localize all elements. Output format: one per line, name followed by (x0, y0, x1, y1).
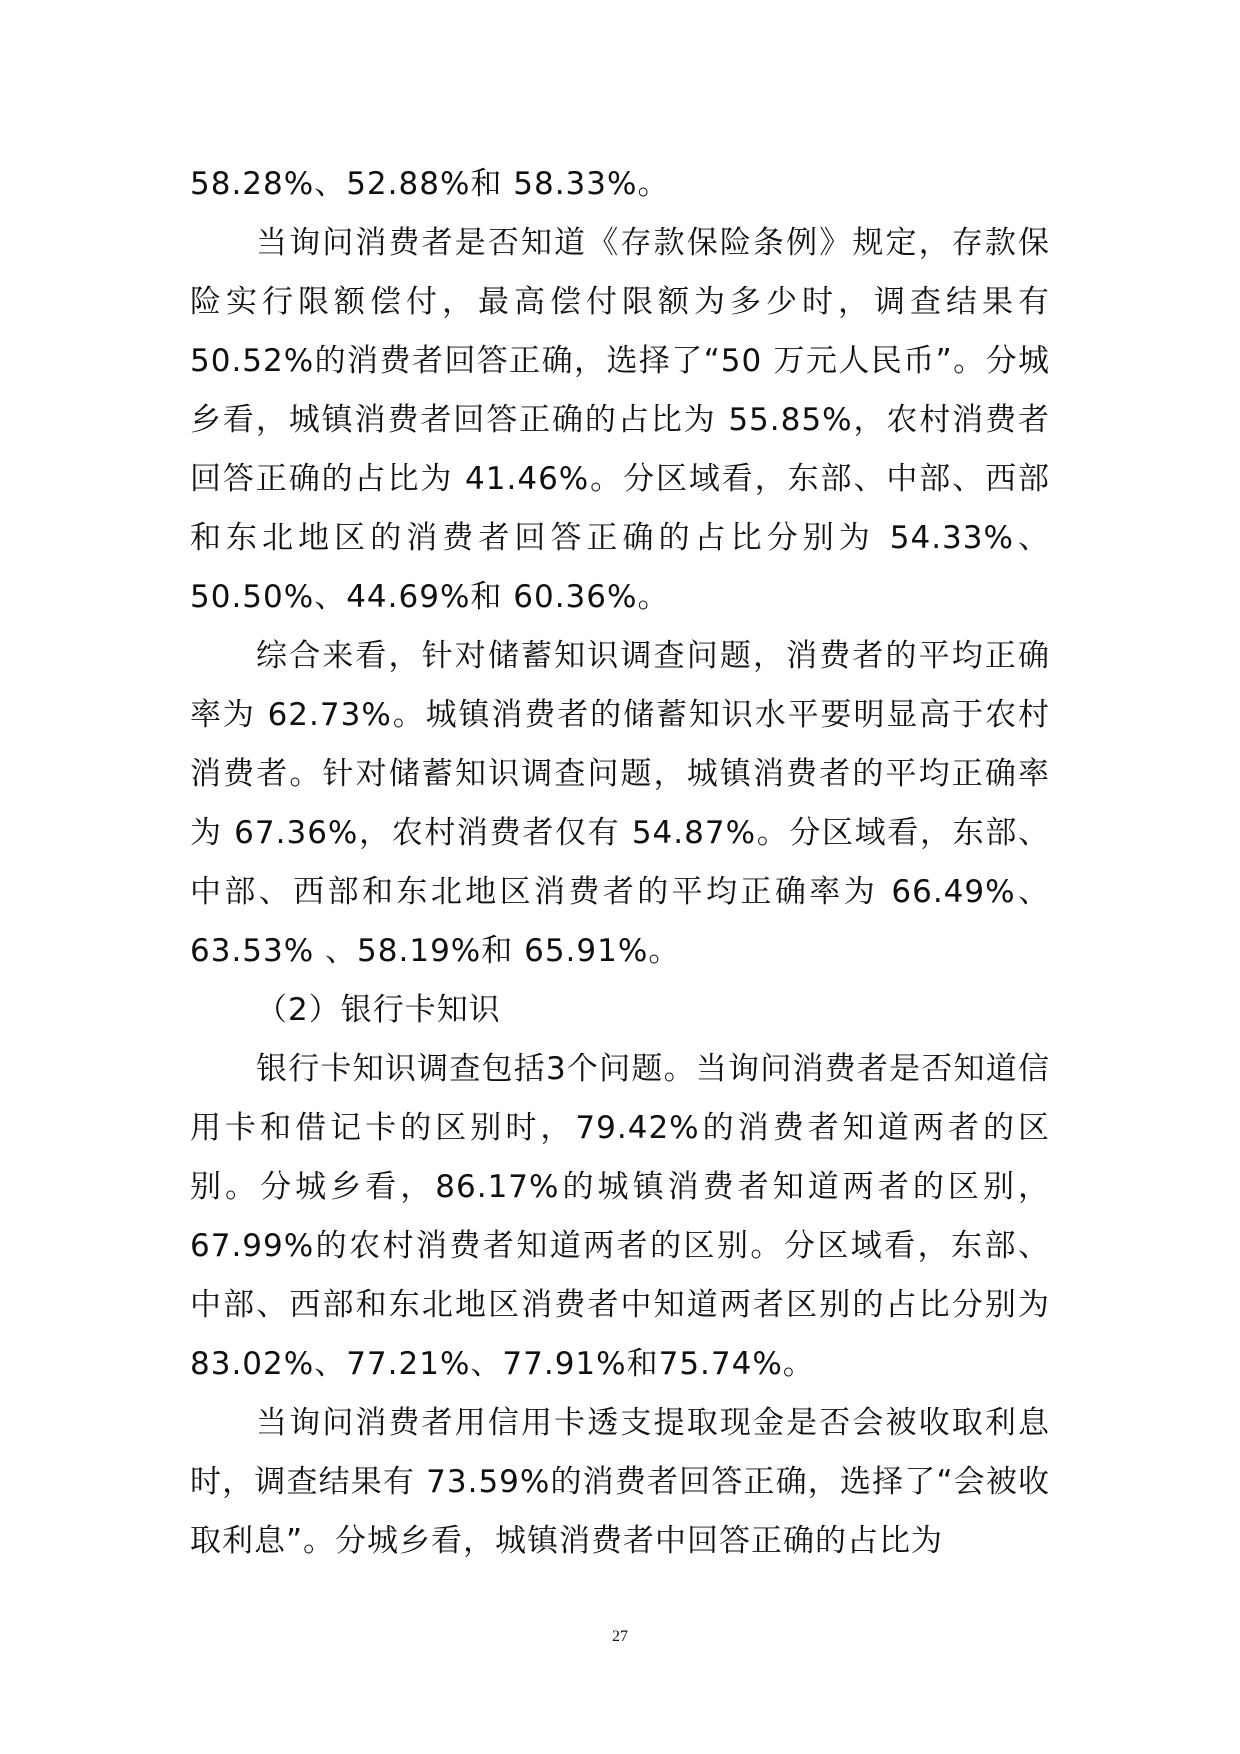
page-number: 27 (612, 1628, 628, 1645)
paragraph-bank-card-knowledge: 银行卡知识调查包括3个问题。当询问消费者是否知道信用卡和借记卡的区别时，79.42%的消费者知道两者的区别。分城乡看，86.17%的城镇消费者知道两者的区别，67.99%的农村消费者知道两者的区别。分区域看，东部、中部、西部和东北地区消费者中知道两者区别的占比分别为83.02%、77.21%、77.91%和75.74%。 (190, 1051, 1050, 1382)
paragraph-continuation: 58.28%、52.88%和 58.33%。 (190, 166, 670, 202)
paragraph-deposit-insurance: 当询问消费者是否知道《存款保险条例》规定，存款保险实行限额偿付，最高偿付限额为多少时，调查结果有 50.52%的消费者回答正确，选择了“50 万元人民币”。分城乡看，城镇消费者回答正确的占比为 55.85%，农村消费者回答正确的占比为 41.46%。分区域看，东部、中部、西部和东北地区的消费者回答正确的占比分别为 54.33%、50.50%、44.69%和 60.36%。 (190, 225, 1050, 615)
body-text (190, 155, 1050, 1571)
paragraph-savings-summary: 综合来看，针对储蓄知识调查问题，消费者的平均正确率为 62.73%。城镇消费者的储蓄知识水平要明显高于农村消费者。针对储蓄知识调查问题，城镇消费者的平均正确率为 67.36%，农村消费者仅有 54.87%。分区域看，东部、中部、西部和东北地区消费者的平均正确率为 66.49%、63.53% 、58.19%和 65.91%。 (190, 638, 1050, 969)
section-heading-bank-card: （2）银行卡知识 (256, 992, 501, 1028)
paragraph-credit-card-interest: 当询问消费者用信用卡透支提取现金是否会被收取利息时，调查结果有 73.59%的消费者回答正确，选择了“会被收取利息”。分城乡看，城镇消费者中回答正确的占比为 (190, 1405, 1050, 1559)
